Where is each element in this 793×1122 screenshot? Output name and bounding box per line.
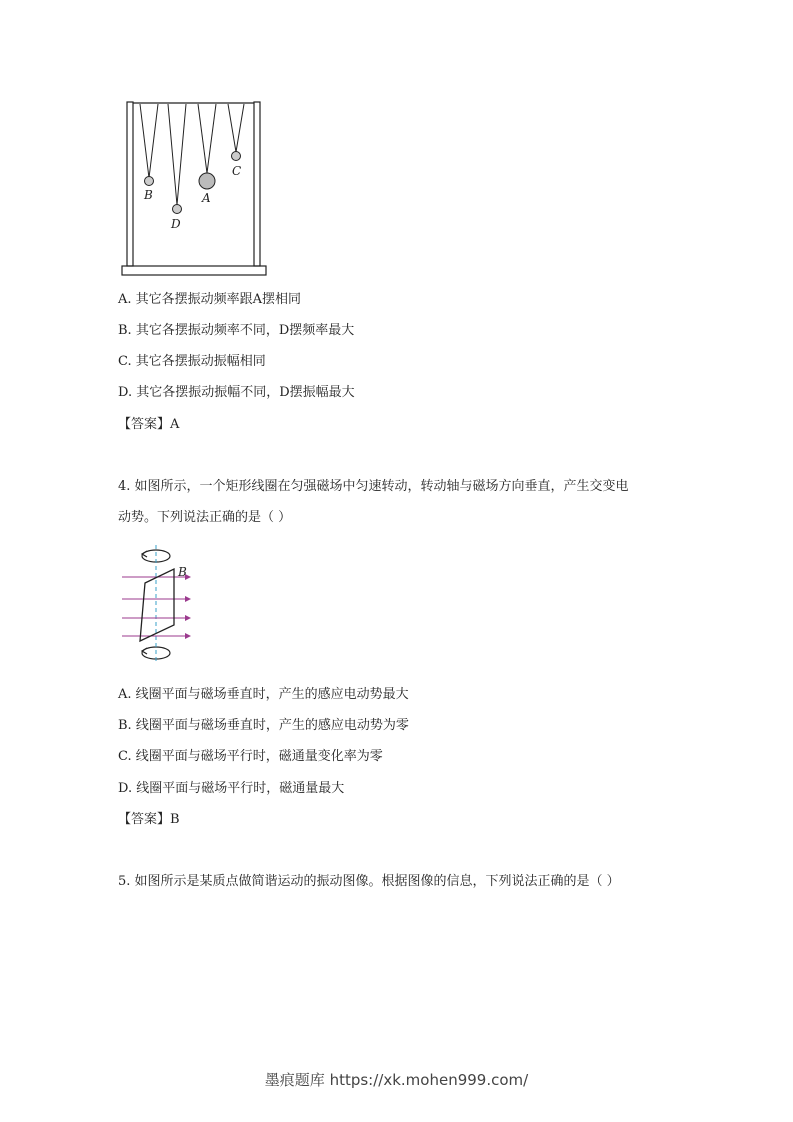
q4-answer: 【答案】B <box>118 812 180 827</box>
label-a: A <box>202 191 211 205</box>
q4-option-a: A. 线圈平面与磁场垂直时，产生的感应电动势最大 <box>118 687 409 702</box>
label-c: C <box>232 164 242 178</box>
label-d: D <box>171 217 181 231</box>
coil <box>140 569 174 641</box>
q3-option-b: B. 其它各摆振动频率不同，D摆频率最大 <box>118 323 355 338</box>
footer-watermark: 墨痕题库 https://xk.mohen999.com/ <box>264 1071 529 1089</box>
q3-option-d: D. 其它各摆振动振幅不同，D摆振幅最大 <box>118 385 355 400</box>
q3-answer: 【答案】A <box>118 417 180 432</box>
q3-option-c: C. 其它各摆振动振幅相同 <box>118 354 266 369</box>
q4-option-d: D. 线圈平面与磁场平行时，磁通量最大 <box>118 781 345 796</box>
q5-stem: 5. 如图所示是某质点做简谐运动的振动图像。根据图像的信息，下列说法正确的是（ ） <box>118 874 620 889</box>
q4-stem-line1: 4. 如图所示，一个矩形线圈在匀强磁场中匀速转动，转动轴与磁场方向垂直，产生交变电 <box>118 479 629 494</box>
q3-option-a: A. 其它各摆振动频率跟A摆相同 <box>118 292 302 307</box>
q4-stem-line2: 动势。下列说法正确的是（ ） <box>118 510 292 525</box>
q4-option-b: B. 线圈平面与磁场垂直时，产生的感应电动势为零 <box>118 718 409 733</box>
field-label-b: B <box>178 565 187 579</box>
label-b: B <box>144 188 153 202</box>
q4-option-c: C. 线圈平面与磁场平行时，磁通量变化率为零 <box>118 749 383 764</box>
